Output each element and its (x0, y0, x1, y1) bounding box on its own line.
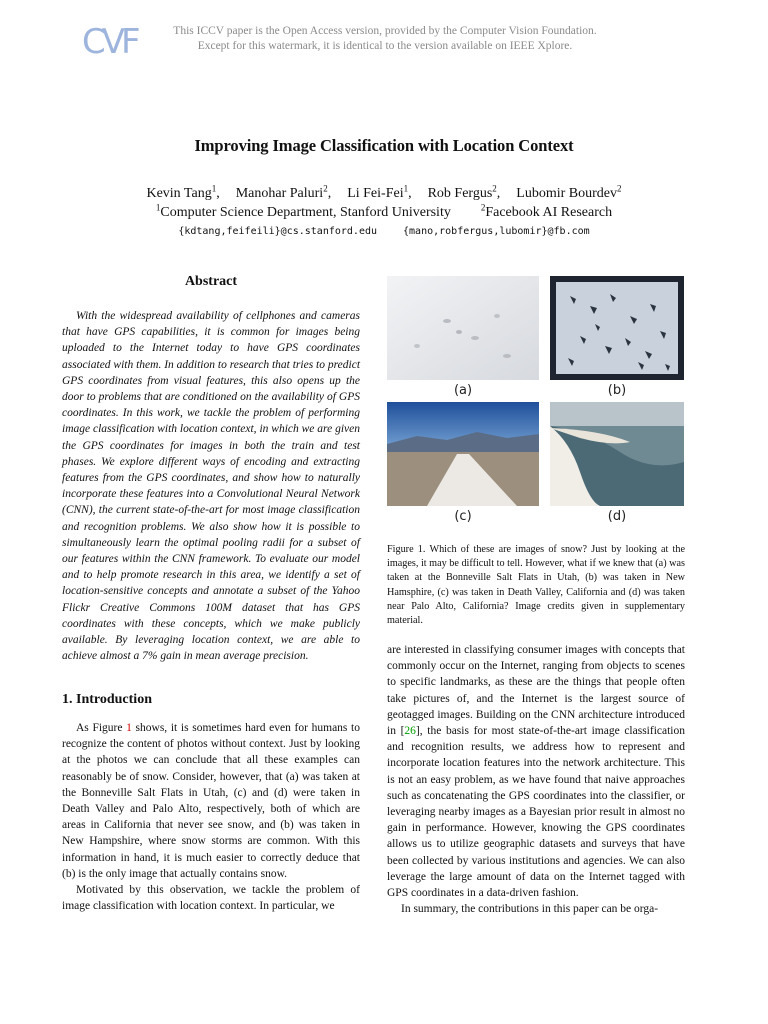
citation-link[interactable]: 26 (404, 725, 416, 738)
figure-reference-link[interactable]: 1 (126, 722, 132, 734)
right-column-text (387, 642, 685, 917)
figure-image-b (550, 276, 684, 380)
author-list (0, 184, 768, 203)
abstract-heading: Abstract (184, 274, 238, 289)
intro-paragraph-1: As Figure 1 shows, it is sometimes hard even for humans to recognize the content of photos without context. Just by looking at the photos we can conclude that all these examples can reasonably be of snow. Consider, however, that (a) was taken at the Bonneville Salt Flats in Utah, (c) and (d) were taken in Death Valley and Palo Alto, respectively, both of which are areas in California that never see snow, and (b) was taken in New Hampshire, where snow storms are common. With this information in hand, it is much easier to correctly deduce that (b) is the only image that actually contains snow. (62, 722, 360, 880)
watermark-line-2: Except for this watermark, it is identical to the version available on IEEE Xplore. (197, 40, 573, 52)
intro-paragraph-2: Motivated by this observation, we tackle the problem of image classification with location context. In particular, we (62, 884, 360, 913)
author: Manohar Paluri$^2$, (235, 183, 332, 201)
author: Lubomir Bourdev$^2$ (516, 183, 622, 201)
author: Rob Fergus$^2$, (427, 183, 501, 201)
emails (0, 226, 768, 237)
figure-label-c: (c) (454, 509, 472, 524)
affiliation-2: $^2$Facebook AI Research (480, 202, 613, 220)
cvf-logo-text: CVF (82, 22, 137, 60)
figure-image-a (387, 276, 539, 380)
figure-label-b: (b) (607, 383, 627, 398)
abstract-paragraph: With the widespread availability of cellphones and cameras that have GPS capabilities, it is common for images being uploaded to the Internet today to have GPS coordinates associated with them. In addition to research that tries to predict GPS coordinates from visual features, this also opens up the door to problems that are conditioned on the availability of GPS coordinates. In this work, we tackle the problem of performing image classification with location context, in which we are given the GPS coordinates for images in both the train and test phases. We explore different ways of encoding and extracting features from the GPS coordinates, and show how to naturally incorporate these features into a Convolutional Neural Network (CNN), the current state-of-the-art for most image classification and recognition problems. We also show how it is possible to simultaneously learn the optimal pooling radii for a subset of our features within the CNN framework. To evaluate our model and to help promote research in this area, we identify a set of location-sensitive concepts and annotate a subset of the Yahoo Flickr Creative Commons 100M dataset that has GPS coordinates with these concepts, which we make publicly available. By leveraging location context, we are able to achieve almost a 7% gain in mean average precision. (62, 310, 361, 663)
paper-title: Improving Image Classification with Location Context (194, 136, 574, 155)
abstract-text (62, 308, 360, 664)
email-fb: {mano,robfergus,lubomir}@fb.com (403, 226, 590, 237)
watermark-line-1: This ICCV paper is the Open Access version, provided by the Computer Vision Foundation. (173, 25, 597, 37)
right-paragraph-1: are interested in classifying consumer images with concepts that commonly occur on the Internet, ranging from objects to scenes to specific landmarks, as these are the things that people often take pictures of, and the Internet is the largest source of geotagged images. Building on the CNN architecture introduced in [26], the basis for most state-of-the-art image classification and recognition results, we address how to represent and incorporate location features into the network architecture. This is not an easy problem, as we have found that naive approaches such as concatenating the GPS coordinates into the classifier, or leveraging nearby images as a Bayesian prior result in almost no gain in performance. However, knowing the GPS coordinates allows us to utilize geographic datasets and surveys that have been collected by various institutions and agencies. We can also leverage the large amount of data on the Internet tagged with GPS coordinates in a data-driven fashion. (387, 644, 685, 900)
right-paragraph-2: In summary, the contributions in this paper can be orga- (401, 903, 659, 916)
cvf-logo (80, 20, 142, 60)
author: Kevin Tang$^1$, (146, 183, 220, 201)
figure-caption: Figure 1. Which of these are images of snow? Just by looking at the images, it may be difficult to tell. However, what if we knew that (a) was taken at the Bonneville Salt Flats in Utah, (b) was taken in New Hamsphire, (c) was taken in Death Valley, California and (d) was taken near Palo Alto, California? Image credits given in supplementary material. (387, 544, 685, 627)
figure-image-c (387, 402, 539, 506)
affiliations (0, 203, 768, 222)
affiliation-1: $^1$Computer Science Department, Stanford University (155, 202, 451, 220)
figure-image-d (550, 402, 684, 506)
figure-label-a: (a) (453, 383, 473, 398)
watermark (150, 24, 620, 54)
section-heading-introduction: 1. Introduction (62, 692, 152, 707)
introduction-text (62, 720, 360, 914)
email-stanford: {kdtang,feifeili}@cs.stanford.edu (178, 226, 378, 237)
author: Li Fei-Fei$^1$, (347, 183, 412, 201)
figure-label-d: (d) (607, 509, 627, 524)
